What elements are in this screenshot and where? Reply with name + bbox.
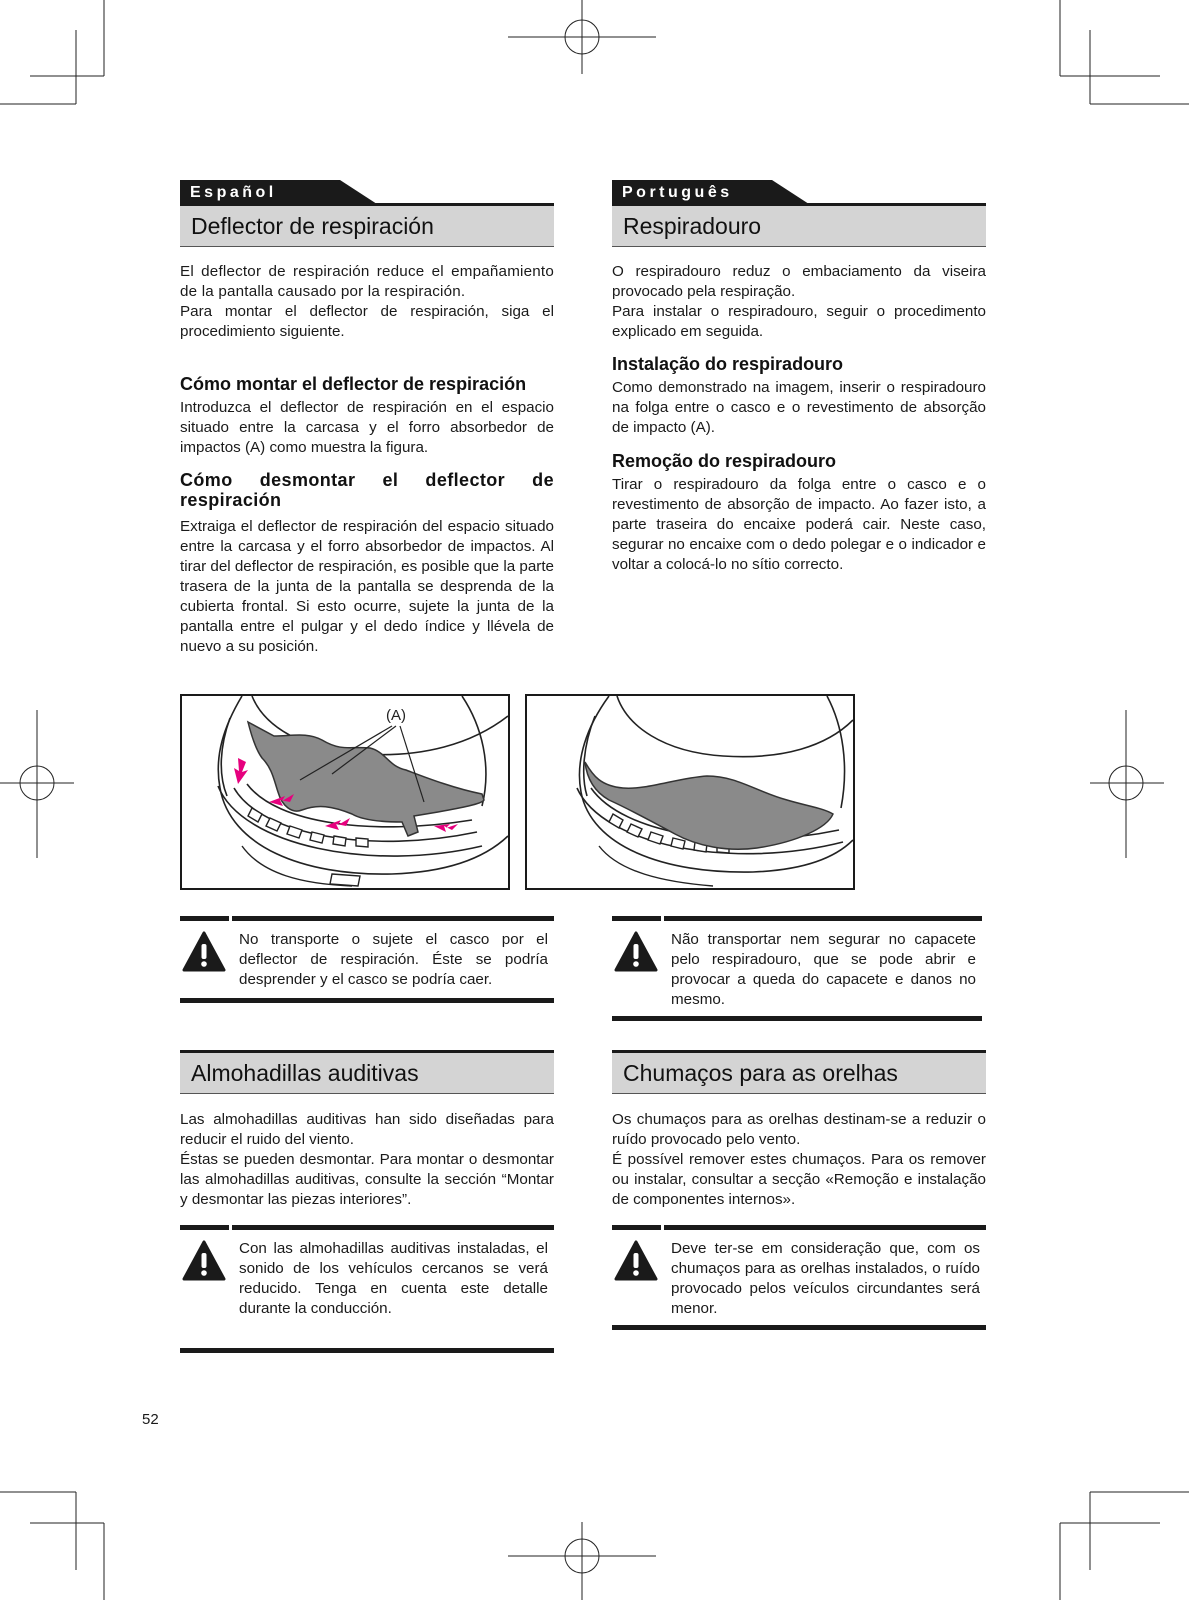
warning-text: Con las almohadillas auditivas instaladas, el sonido de los vehículos cercanos se verá reducido. Tenga en cuenta este detalle durante la conducción. [239, 1240, 548, 1317]
page-number: 52 [142, 1411, 159, 1428]
remove-heading: Cómo desmontar el deflector de respiración [180, 470, 554, 510]
mount-text: Introduzca el deflector de respiración en el espacio situado entre la carcasa y el forro absorbedor de impactos (A) como muestra la figura. [180, 399, 554, 456]
warning-box-transport [180, 916, 554, 1003]
section-title-text: Deflector de respiración [191, 213, 434, 239]
warning-triangle-icon [182, 931, 226, 973]
helmet-illustration-installed [527, 696, 853, 888]
section-title-deflector [180, 203, 554, 247]
helmet-illustration-install [182, 696, 508, 888]
warning-box-noise [180, 1225, 554, 1353]
warning-triangle-icon [182, 1240, 226, 1282]
warning-triangle-icon [614, 931, 658, 973]
intro-paragraph-2: Para instalar o respiradouro, seguir o procedimento explicado em seguida. [612, 303, 986, 340]
intro-paragraph-1: O respiradouro reduz o embaciamento da viseira provocado pela respiração. [612, 263, 986, 300]
ear-paragraph-2: É possível remover estes chumaços. Para os remover ou instalar, consultar a secção «Remoção e instalação de componentes internos». [612, 1151, 986, 1208]
ear-pads-text [612, 1110, 986, 1210]
remove-heading: Remoção do respiradouro [612, 451, 837, 471]
mount-heading: Instalação do respiradouro [612, 354, 844, 374]
section-title-text: Almohadillas auditivas [191, 1060, 419, 1086]
warning-text: No transporte o sujete el casco por el deflector de respiración. Éste se podría desprender y el casco se podría caer. [239, 931, 548, 988]
section-title-ear-pads [180, 1050, 554, 1094]
figure-install-deflector [180, 694, 510, 890]
section-title-text: Respiradouro [623, 213, 762, 239]
section-title-respiradouro [612, 203, 986, 247]
warning-box-transport [612, 916, 982, 1021]
warning-box-noise [612, 1225, 986, 1330]
remove-text: Extraiga el deflector de respiración del espacio situado entre la carcasa y el forro absorbedor de impactos. Al tirar del deflector de respiración, es posible que la parte trasera de la junta de la pantalla se desprenda de la cubierta frontal. Si esto ocurre, sujete la junta de la pantalla entre el pulgar y el dedo índice y llévela de nuevo a su posición. [180, 518, 554, 655]
intro-paragraph-2: Para montar el deflector de respiración, siga el procedimiento siguiente. [180, 303, 554, 340]
intro-text [180, 262, 554, 342]
warning-triangle-icon [614, 1240, 658, 1282]
ear-paragraph-2: Éstas se pueden desmontar. Para montar o desmontar las almohadillas auditivas, consulte la sección “Montar y desmontar las piezas interiores”. [180, 1151, 554, 1208]
warning-text: Deve ter-se em consideração que, com os chumaços para as orelhas instalados, o ruído provocado pelos veículos circundantes será menor. [671, 1240, 980, 1317]
warning-text: Não transportar nem segurar no capacete pelo respiradouro, que se pode abrir e provocar a queda do capacete e danos no mesmo. [671, 931, 976, 1008]
intro-text [612, 262, 986, 342]
ear-paragraph-1: Las almohadillas auditivas han sido diseñadas para reducir el ruido del viento. [180, 1111, 554, 1148]
language-label: Español [190, 184, 277, 201]
language-label: Português [622, 184, 733, 201]
ear-paragraph-1: Os chumaços para as orelhas destinam-se a reduzir o ruído provocado pelo vento. [612, 1111, 986, 1148]
ear-pads-text [180, 1110, 554, 1210]
section-title-text: Chumaços para as orelhas [623, 1060, 898, 1086]
mount-text: Como demonstrado na imagem, inserir o respiradouro na folga entre o casco e o revestimento de absorção de impacto (A). [612, 379, 986, 436]
mount-heading: Cómo montar el deflector de respiración [180, 374, 527, 394]
remove-text: Tirar o respiradouro da folga entre o casco e o revestimento de absorção de impacto. Ao fazer isto, a parte traseira do encaixe poderá cair. Neste caso, segurar no encaixe com o dedo polegar e o indicador e voltar a colocá-lo no sítio correcto. [612, 476, 986, 573]
figure-label-a: (A) [386, 707, 406, 724]
intro-paragraph-1: El deflector de respiración reduce el empañamiento de la pantalla causado por la respiración. [180, 263, 554, 300]
section-title-ear-pads [612, 1050, 986, 1094]
figure-installed-deflector [525, 694, 855, 890]
